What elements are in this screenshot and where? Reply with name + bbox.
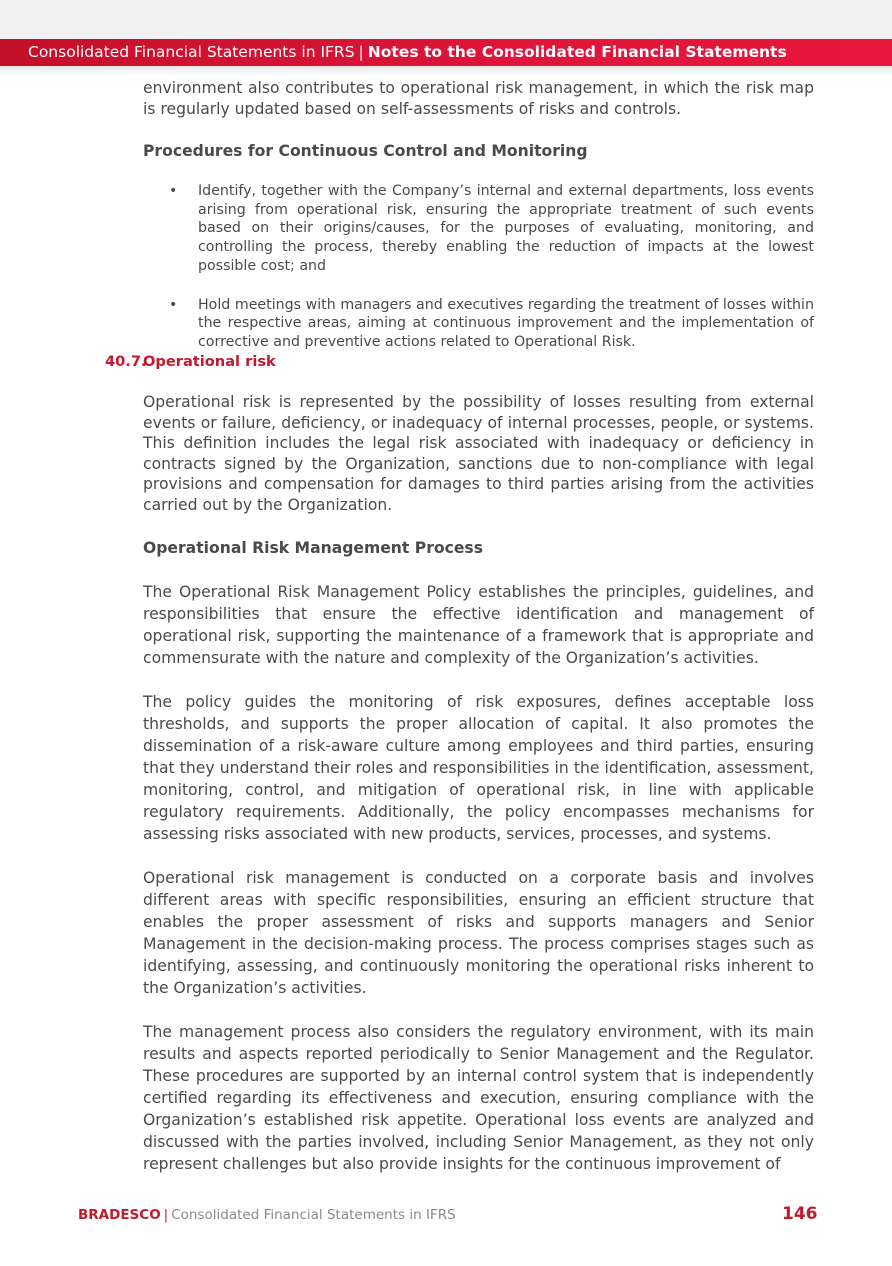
header-shadow xyxy=(0,66,892,75)
footer xyxy=(78,1205,456,1225)
page-number: 146 xyxy=(782,1204,818,1224)
page-body xyxy=(143,78,814,352)
policy-paragraph: The Operational Risk Management Policy establishes the principles, guidelines, and responsibilities that ensure the effective identification and management of operational risk, supporting the maintenance of a framework that is appropriate and commensurate with the nature and complexity of the Organization’s activities. xyxy=(143,583,814,667)
process-heading: Operational Risk Management Process xyxy=(143,539,483,557)
definition-paragraph: Operational risk is represented by the possibility of losses resulting from external events or failure, deficiency, or inadequacy of internal processes, people, or systems. This definition includes the legal risk associated with inadequacy or deficiency in contracts signed by the Organization, sanctions due to non-compliance with legal provisions and compensation for damages to third parties arising from the activities carried out by the Organization. xyxy=(143,393,814,514)
footer-subtitle: Consolidated Financial Statements in IFRS xyxy=(171,1207,456,1223)
section-body xyxy=(143,392,814,1175)
policy-guidance-paragraph: The policy guides the monitoring of risk exposures, defines acceptable loss thresholds, and supports the proper allocation of capital. It also promotes the dissemination of a risk-aware culture among employees and third parties, ensuring that they understand their roles and responsibilities in the identification, assessment, monitoring, control, and mitigation of operational risk, in line with applicable regulatory requirements. Additionally, the policy encompasses mechanisms for assessing risks associated with new products, services, processes, and systems. xyxy=(143,693,814,843)
list-item xyxy=(143,182,814,276)
list-item-text: Identify, together with the Company’s internal and external departments, loss events arising from operational risk, ensuring the appropriate treatment of such events based on their origins/causes, for the purposes of evaluating, monitoring, and controlling the process, thereby enabling the reduction of impacts at the lowest possible cost; and xyxy=(198,183,814,274)
header-section-title: Notes to the Consolidated Financial Statements xyxy=(367,43,787,61)
bullet-icon: • xyxy=(169,296,178,313)
running-header xyxy=(0,39,892,66)
section-number: 40.7. xyxy=(105,353,147,370)
bullet-icon: • xyxy=(169,183,178,199)
corporate-management-paragraph: Operational risk management is conducted on a corporate basis and involves different areas with specific responsibilities, ensuring an efficient structure that enables the proper assessment of risks and supports managers and Senior Management in the decision-making process. The process comprises stages such as identifying, assessing, and continuously monitoring the operational risks inherent to the Organization’s activities. xyxy=(143,869,814,997)
header-separator: | xyxy=(358,43,364,61)
section-heading xyxy=(105,352,276,372)
section-title: Operational risk xyxy=(143,353,276,370)
header-document-title: Consolidated Financial Statements in IFRS xyxy=(28,43,355,61)
top-margin xyxy=(0,0,892,39)
intro-paragraph: environment also contributes to operational risk management, in which the risk map is regularly updated based on self-assessments of risks and controls. xyxy=(143,79,814,118)
list-item xyxy=(143,296,814,352)
regulatory-paragraph: The management process also considers the regulatory environment, with its main results and aspects reported periodically to Senior Management and the Regulator. These procedures are supported by an internal control system that is independently certified regarding its effectiveness and execution, ensuring compliance with the Organization’s established risk appetite. Operational loss events are analyzed and discussed with the parties involved, including Senior Management, as they not only represent challenges but also provide insights for the continuous improvement of xyxy=(143,1023,814,1173)
footer-brand: BRADESCO xyxy=(78,1207,161,1223)
procedures-heading: Procedures for Continuous Control and Monitoring xyxy=(143,142,588,160)
procedures-list xyxy=(143,182,814,352)
footer-separator: | xyxy=(163,1207,169,1223)
list-item-text: Hold meetings with managers and executives regarding the treatment of losses within the respective areas, aiming at continuous improvement and the implementation of corrective and preventive actions related to Operational Risk. xyxy=(198,296,814,350)
